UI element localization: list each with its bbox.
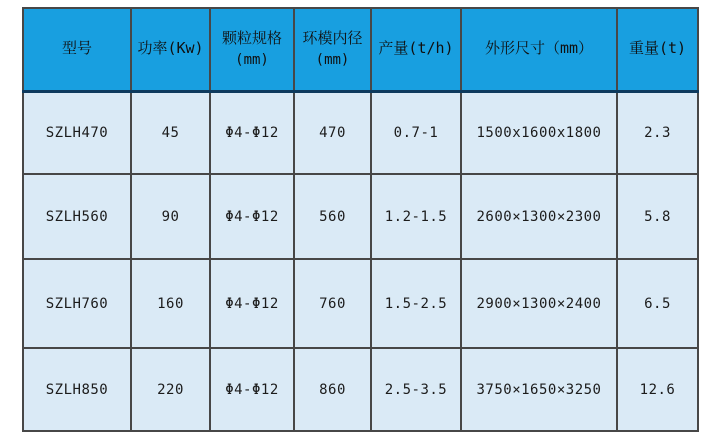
cell-model: SZLH760 [23,259,131,348]
cell-die-diameter: 860 [294,348,371,431]
header-pellet-size-unit: (mm) [235,51,269,68]
cell-die-diameter: 560 [294,174,371,259]
cell-weight: 6.5 [617,259,698,348]
spec-table [22,7,699,432]
header-row [23,8,698,91]
cell-power: 45 [131,91,210,174]
cell-weight: 2.3 [617,91,698,174]
header-pellet-size-label: 颗粒规格 [221,29,282,48]
header-pellet-size [210,8,294,91]
cell-weight: 12.6 [617,348,698,431]
header-power-label: 功率(Kw) [137,39,204,58]
header-power [131,8,210,91]
cell-die-diameter: 760 [294,259,371,348]
header-weight [617,8,698,91]
cell-power: 220 [131,348,210,431]
header-weight-label: 重量(t) [628,39,687,58]
cell-pellet-size: Φ4-Φ12 [210,174,294,259]
header-dimensions-label: 外形尺寸（mm） [484,39,594,58]
table-row [23,348,698,431]
cell-pellet-size: Φ4-Φ12 [210,259,294,348]
table-row [23,91,698,174]
cell-power: 160 [131,259,210,348]
header-model-label: 型号 [61,39,92,58]
header-dimensions [461,8,617,91]
header-output-label: 产量(t/h) [378,39,454,58]
cell-output: 0.7-1 [371,91,461,174]
cell-dimensions: 2900×1300×2400 [461,259,617,348]
header-model [23,8,131,91]
header-die-diameter [294,8,371,91]
header-die-diameter-label: 环模内径 [302,29,363,48]
table-row [23,174,698,259]
header-output [371,8,461,91]
cell-output: 1.5-2.5 [371,259,461,348]
header-die-diameter-unit: (mm) [315,51,350,68]
table-row [23,259,698,348]
cell-model: SZLH850 [23,348,131,431]
cell-dimensions: 1500x1600x1800 [461,91,617,174]
cell-dimensions: 3750×1650×3250 [461,348,617,431]
cell-pellet-size: Φ4-Φ12 [210,91,294,174]
cell-dimensions: 2600×1300×2300 [461,174,617,259]
cell-output: 2.5-3.5 [371,348,461,431]
cell-power: 90 [131,174,210,259]
cell-weight: 5.8 [617,174,698,259]
cell-model: SZLH560 [23,174,131,259]
cell-model: SZLH470 [23,91,131,174]
cell-output: 1.2-1.5 [371,174,461,259]
cell-die-diameter: 470 [294,91,371,174]
cell-pellet-size: Φ4-Φ12 [210,348,294,431]
